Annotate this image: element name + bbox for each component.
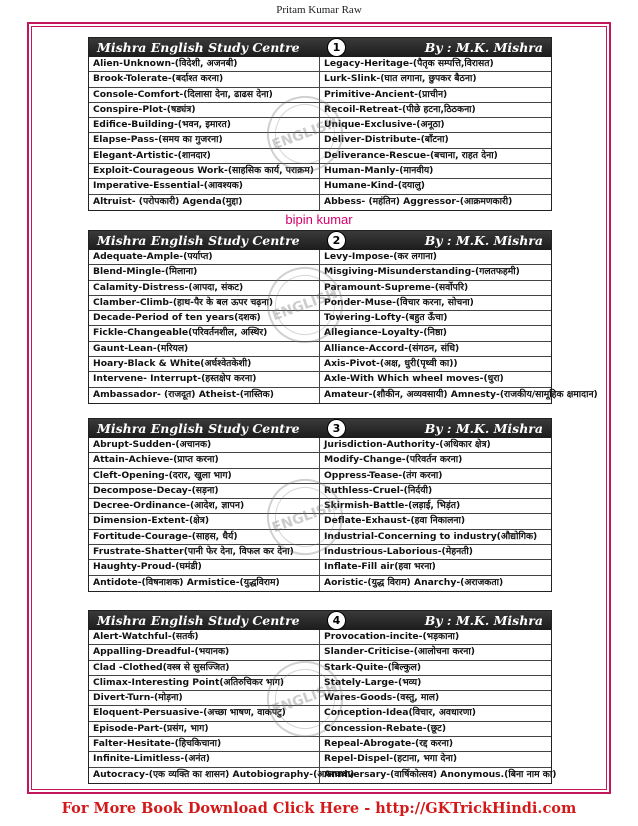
- vocab-entry-left: Abrupt-Sudden-(अचानक): [89, 438, 320, 452]
- card-number-badge: 3: [327, 419, 346, 438]
- vocab-row: [89, 706, 551, 721]
- vocab-entry-right: Allegiance-Loyalty-(निष्ठा): [324, 327, 447, 339]
- vocab-entry-left: Console-Comfort-(दिलासा देना, ढाढस देना): [89, 88, 320, 102]
- vocab-row: [89, 149, 551, 164]
- vocab-entry-left: Decree-Ordinance-(आदेश, ज्ञापन): [89, 499, 320, 513]
- vocab-entry-right: Ruthless-Cruel-(निर्दयी): [324, 484, 433, 496]
- vocab-entry-right: Conception-Idea(विचार, अवधारणा): [324, 707, 476, 719]
- vocab-entry-right: Skirmish-Battle-(लड़ाई, भिड़ंत): [324, 500, 461, 512]
- vocab-row: [89, 768, 557, 783]
- vocab-row: [89, 118, 551, 133]
- vocab-row: [89, 164, 551, 179]
- vocab-entry-left: Decompose-Decay-(सड़ना): [89, 484, 320, 498]
- vocab-row: [89, 737, 551, 752]
- vocab-entry-left: Gaunt-Lean-(मरियल): [89, 342, 320, 356]
- vocab-row: [89, 103, 551, 118]
- vocab-row: [89, 545, 551, 560]
- english-watermark-seal: ENGLISH: [256, 256, 353, 353]
- vocab-row: [89, 576, 551, 591]
- vocab-row: [89, 281, 551, 296]
- vocab-entry-left: Episode-Part-(प्रसंग, भाग): [89, 722, 320, 736]
- vocab-entry-right: Towering-Lofty-(बहुत ऊँचा): [324, 312, 448, 324]
- vocab-entry-left: Antidote-(विषनाशक) Armistice-(युद्धविराम): [89, 576, 320, 591]
- vocab-row: [89, 265, 551, 280]
- vocab-entry-right: Alliance-Accord-(संगठन, संधि): [324, 342, 460, 354]
- vocab-row: [89, 752, 551, 767]
- vocab-entry-right: Primitive-Ancient-(प्राचीन): [324, 88, 448, 100]
- vocab-entry-right: Anniversary-(वार्षिकोत्सव) Anonymous.(बिना नाम का): [324, 768, 557, 780]
- vocab-entry-right: Slander-Criticise-(आलोचना करना): [324, 646, 475, 658]
- vocab-entry-left: Frustrate-Shatter(पानी फेर देना, विफल कर देना): [89, 545, 320, 559]
- english-watermark-seal: ENGLISH: [256, 650, 353, 747]
- card-number-badge: 2: [327, 231, 346, 250]
- vocab-row: [89, 179, 551, 194]
- vocab-entry-right: Provocation-incite-(भड़काना): [324, 631, 460, 642]
- vocab-row: [89, 499, 551, 514]
- card-number-badge: 4: [327, 611, 346, 630]
- vocab-entry-right: Ponder-Muse-(विचार करना, सोचना): [324, 296, 474, 308]
- card-rows: [89, 57, 551, 210]
- vocab-row: [89, 453, 551, 468]
- page-header-author: Pritam Kumar Raw: [276, 4, 362, 16]
- vocab-entry-right: Unique-Exclusive-(अनूठा): [324, 119, 445, 131]
- vocab-entry-right: Concession-Rebate-(छूट): [324, 722, 447, 734]
- vocab-entry-left: Elegant-Artistic-(शानदार): [89, 149, 320, 163]
- vocab-row: [89, 296, 551, 311]
- vocab-entry-left: Imperative-Essential-(आवश्यक): [89, 179, 320, 193]
- card-rows: [89, 250, 598, 403]
- vocab-entry-right: Human-Manly-(मानवीय): [324, 165, 434, 177]
- vocab-row: [89, 311, 551, 326]
- card-byline: By : M.K. Mishra: [424, 233, 543, 248]
- vocab-entry-left: Intervene- Interrupt-(हस्तक्षेप करना): [89, 372, 320, 386]
- card-number-badge: 1: [327, 38, 346, 57]
- vocab-entry-left: Calamity-Distress-(आपदा, संकट): [89, 281, 320, 295]
- card-header: [89, 38, 551, 57]
- vocab-entry-left: Decade-Period of ten years(दशक): [89, 311, 320, 325]
- vocab-entry-left: Dimension-Extent-(क्षेत्र): [89, 514, 320, 528]
- vocab-card-1: [88, 37, 552, 211]
- card-byline: By : M.K. Mishra: [424, 40, 543, 55]
- vocab-entry-left: Haughty-Proud-(घमंडी): [89, 560, 320, 574]
- vocab-entry-left: Fickle-Changeable(परिवर्तनशील, अस्थिर): [89, 326, 320, 340]
- english-watermark-seal: ENGLISH: [256, 468, 353, 565]
- vocab-entry-right: Recoil-Retreat-(पीछे हटना,ठिठकना): [324, 103, 476, 115]
- vocab-entry-left: Clad -Clothed(वस्त्र से सुसज्जित): [89, 661, 320, 675]
- vocab-entry-left: Infinite-Limitless-(अनंत): [89, 752, 320, 766]
- vocab-entry-right: Modify-Change-(परिवर्तन करना): [324, 454, 463, 466]
- vocab-entry-right: Legacy-Heritage-(पैतृक सम्पत्ति,विरासत): [324, 58, 494, 69]
- vocab-entry-left: Clamber-Climb-(हाथ-पैर के बल ऊपर चढ़ना): [89, 296, 320, 310]
- vocab-entry-right: Levy-Impose-(कर लगाना): [324, 251, 437, 262]
- vocab-row: [89, 438, 551, 453]
- vocab-entry-right: Stark-Quite-(बिल्कुल): [324, 661, 422, 673]
- vocab-entry-right: Jurisdiction-Authority-(अधिकार क्षेत्र): [324, 439, 491, 450]
- vocab-row: [89, 357, 551, 372]
- vocab-row: [89, 530, 551, 545]
- vocab-card-3: [88, 418, 552, 592]
- vocab-entry-left: Elapse-Pass-(समय का गुजरना): [89, 133, 320, 147]
- vocab-row: [89, 72, 551, 87]
- card-rows: [89, 438, 551, 591]
- vocab-entry-left: Adequate-Ample-(पर्याप्त): [89, 250, 320, 264]
- vocab-entry-left: Eloquent-Persuasive-(अच्छा भाषण, वाकपटु): [89, 706, 320, 720]
- vocab-entry-left: Altruist- (परोपकारी) Agenda(मुद्दा): [89, 195, 320, 210]
- vocab-entry-left: Divert-Turn-(मोड़ना): [89, 691, 320, 705]
- vocab-entry-left: Blend-Mingle-(मिलाना): [89, 265, 320, 279]
- vocab-entry-left: Conspire-Plot-(षड्यंत्र): [89, 103, 320, 117]
- card-byline: By : M.K. Mishra: [424, 421, 543, 436]
- vocab-row: [89, 88, 551, 103]
- vocab-entry-right: Deflate-Exhaust-(हवा निकालना): [324, 515, 466, 527]
- vocab-row: [89, 469, 551, 484]
- vocab-entry-right: Repel-Dispel-(हटाना, भगा देना): [324, 753, 458, 765]
- vocab-entry-left: Appalling-Dreadful-(भयानक): [89, 645, 320, 659]
- vocab-entry-right: Wares-Goods-(वस्तु, माल): [324, 692, 440, 704]
- vocab-row: [89, 195, 551, 210]
- vocab-entry-left: Hoary-Black & White(अर्धश्वेतकेशी): [89, 357, 320, 371]
- vocab-card-2: [88, 230, 598, 404]
- vocab-row: [89, 560, 551, 575]
- vocab-entry-right: Misgiving-Misunderstanding-(गलतफहमी): [324, 266, 520, 278]
- vocab-row: [89, 372, 551, 387]
- card-title: Mishra English Study Centre: [97, 233, 300, 248]
- card-header: [89, 419, 551, 438]
- download-footer-link[interactable]: For More Book Download Click Here - http://GKTrickHindi.com: [61, 800, 577, 817]
- card-byline: By : M.K. Mishra: [424, 613, 543, 628]
- vocab-entry-right: Industrious-Laborious-(मेहनती): [324, 546, 473, 558]
- card-header: [89, 611, 551, 630]
- vocab-row: [89, 661, 551, 676]
- card-title: Mishra English Study Centre: [97, 40, 300, 55]
- vocab-row: [89, 342, 551, 357]
- vocab-row: [89, 57, 551, 72]
- card-rows: [89, 630, 557, 783]
- vocab-entry-right: Industrial-Concerning to industry(औद्योगिक): [324, 530, 538, 542]
- vocab-entry-left: Autocracy-(एक व्यक्ति का शासन) Autobiography-(आत्मकथा): [89, 768, 320, 783]
- vocab-row: [89, 722, 551, 737]
- vocab-row: [89, 484, 551, 499]
- card-title: Mishra English Study Centre: [97, 421, 300, 436]
- vocab-entry-left: Edifice-Building-(भवन, इमारत): [89, 118, 320, 132]
- vocab-entry-right: Axle-With Which wheel moves-(धुरा): [324, 373, 504, 385]
- vocab-entry-right: Repeal-Abrogate-(रद्द करना): [324, 738, 454, 750]
- vocab-entry-left: Fortitude-Courage-(साहस, धैर्य): [89, 530, 320, 544]
- card-title: Mishra English Study Centre: [97, 613, 300, 628]
- vocab-entry-left: Falter-Hesitate-(हिचकिचाना): [89, 737, 320, 751]
- vocab-entry-right: Deliverance-Rescue-(बचाना, राहत देना): [324, 149, 498, 161]
- vocab-entry-right: Oppress-Tease-(तंग करना): [324, 469, 443, 481]
- vocab-entry-left: Attain-Achieve-(प्राप्त करना): [89, 453, 320, 467]
- vocab-entry-left: Brook-Tolerate-(बर्दाश्त करना): [89, 72, 320, 86]
- vocab-entry-right: Humane-Kind-(दयालु): [324, 180, 426, 192]
- vocab-row: [89, 514, 551, 529]
- card-header: [89, 231, 551, 250]
- vocab-entry-left: Ambassador- (राजदूत) Atheist-(नास्तिक): [89, 388, 320, 403]
- vocab-entry-left: Alien-Unknown-(विदेशी, अजनबी): [89, 57, 320, 71]
- vocab-entry-right: Paramount-Supreme-(सर्वोपरि): [324, 281, 469, 293]
- vocab-card-4: [88, 610, 557, 784]
- vocab-entry-right: Abbess- (महंतिन) Aggressor-(आक्रमणकारी): [324, 195, 513, 207]
- vocab-row: [89, 691, 551, 706]
- vocab-row: [89, 250, 551, 265]
- vocab-row: [89, 676, 551, 691]
- vocab-entry-left: Alert-Watchful-(सतर्क): [89, 630, 320, 644]
- vocab-row: [89, 388, 598, 403]
- vocab-row: [89, 326, 551, 341]
- bipin-kumar-stamp: bipin kumar: [285, 212, 353, 227]
- vocab-row: [89, 133, 551, 148]
- vocab-entry-right: Amateur-(शौकीन, अव्यवसायी) Amnesty-(राजकीय/सामूहिक क्षमादान): [324, 388, 598, 400]
- vocab-entry-right: Axis-Pivot-(अक्ष, धुरी(पृथ्वी का)): [324, 358, 458, 370]
- vocab-entry-left: Climax-Interesting Point(अतिरुचिकर भाग): [89, 676, 320, 690]
- vocab-entry-right: Inflate-Fill air(हवा भरना): [324, 561, 436, 573]
- vocab-row: [89, 645, 551, 660]
- vocab-entry-right: Lurk-Slink-(घात लगाना, छुपकर बैठना): [324, 73, 477, 85]
- vocab-entry-right: Aoristic-(युद्ध विराम) Anarchy-(अराजकता): [324, 576, 504, 588]
- vocab-entry-right: Deliver-Distribute-(बाँटना): [324, 134, 449, 146]
- vocab-entry-left: Cleft-Opening-(दरार, खुला भाग): [89, 469, 320, 483]
- vocab-entry-left: Exploit-Courageous Work-(साहसिक कार्य, पराक्रम): [89, 164, 320, 178]
- english-watermark-seal: ENGLISH: [256, 85, 353, 182]
- vocab-entry-right: Stately-Large-(भव्य): [324, 676, 422, 688]
- vocab-row: [89, 630, 551, 645]
